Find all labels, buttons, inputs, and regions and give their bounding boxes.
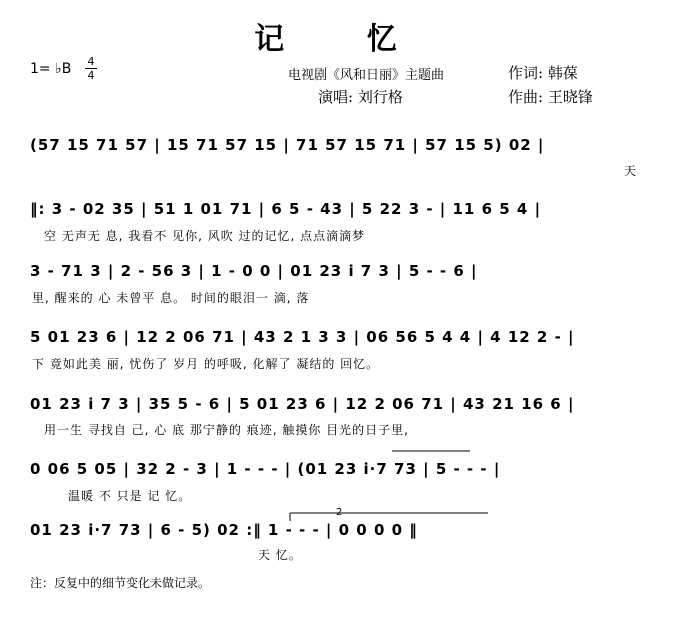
notes-line-4: 5 01 23 6 | 12 2 06 71 | 43 2 1 3 3 | 06 56 5 4 4 | 4 12 2 - | — [30, 328, 575, 346]
notes-line-7: 01 23 i·7 73 | 6 - 5) 02 :‖ 1 - - - | 0 0 0 0 ‖ — [30, 521, 418, 539]
notes-line-6: 0 06 5 05 | 32 2 - 3 | 1 - - - | (01 23 i·7 73 | 5 - - - | — [30, 460, 501, 478]
lyrics-line-5: 用一生 寻找自 己, 心 底 那宁静的 痕迹, 触摸你 目光的日子里, — [44, 423, 409, 437]
footnote: 注：反复中的细节变化未做记录。 — [30, 576, 211, 590]
notes-line-5: 01 23 i 7 3 | 35 5 - 6 | 5 01 23 6 | 12 2 06 71 | 43 21 16 6 | — [30, 395, 575, 413]
singer-credit: 演唱: 刘行格 — [318, 88, 403, 106]
notes-line-1: (57 15 71 57 | 15 71 57 15 | 71 57 15 71 | 57 15 5) 02 | — [30, 136, 545, 154]
lyrics-line-4: 下 竟如此美 丽, 忧伤了 岁月 的呼吸, 化解了 凝结的 回忆。 — [32, 357, 380, 371]
composer-credit: 作曲: 王晓锋 — [508, 88, 593, 106]
page-title: 记 忆 — [254, 22, 433, 57]
subtitle: 电视剧《风和日丽》主题曲 — [288, 68, 445, 83]
lyricist-credit: 作词: 韩葆 — [508, 64, 578, 82]
meter-bottom: 4 — [87, 69, 95, 82]
lyrics-line-6: 温暖 不 只是 记 忆。 — [68, 489, 192, 503]
lyrics-line-3: 里, 醒来的 心 未曾平 息。 时间的眼泪一 滴, 落 — [32, 291, 310, 305]
volta-number: 2 — [336, 507, 343, 518]
key-signature: 1= ♭B — [30, 61, 72, 77]
lyrics-line-7: 天 忆。 — [258, 548, 302, 562]
notes-line-2: ‖: 3 - 02 35 | 51 1 01 71 | 6 5 - 43 | 5 22 3 - | 11 6 5 4 | — [30, 200, 542, 218]
meter-top: 4 — [87, 55, 95, 68]
lyrics-line-1: 天 — [624, 164, 638, 178]
lyrics-line-2: 空 无声无 息, 我看不 见你, 风吹 过的记忆, 点点滴滴梦 — [44, 229, 366, 243]
notes-line-3: 3 - 71 3 | 2 - 56 3 | 1 - 0 0 | 01 23 i 7 3 | 5 - - 6 | — [30, 262, 478, 280]
